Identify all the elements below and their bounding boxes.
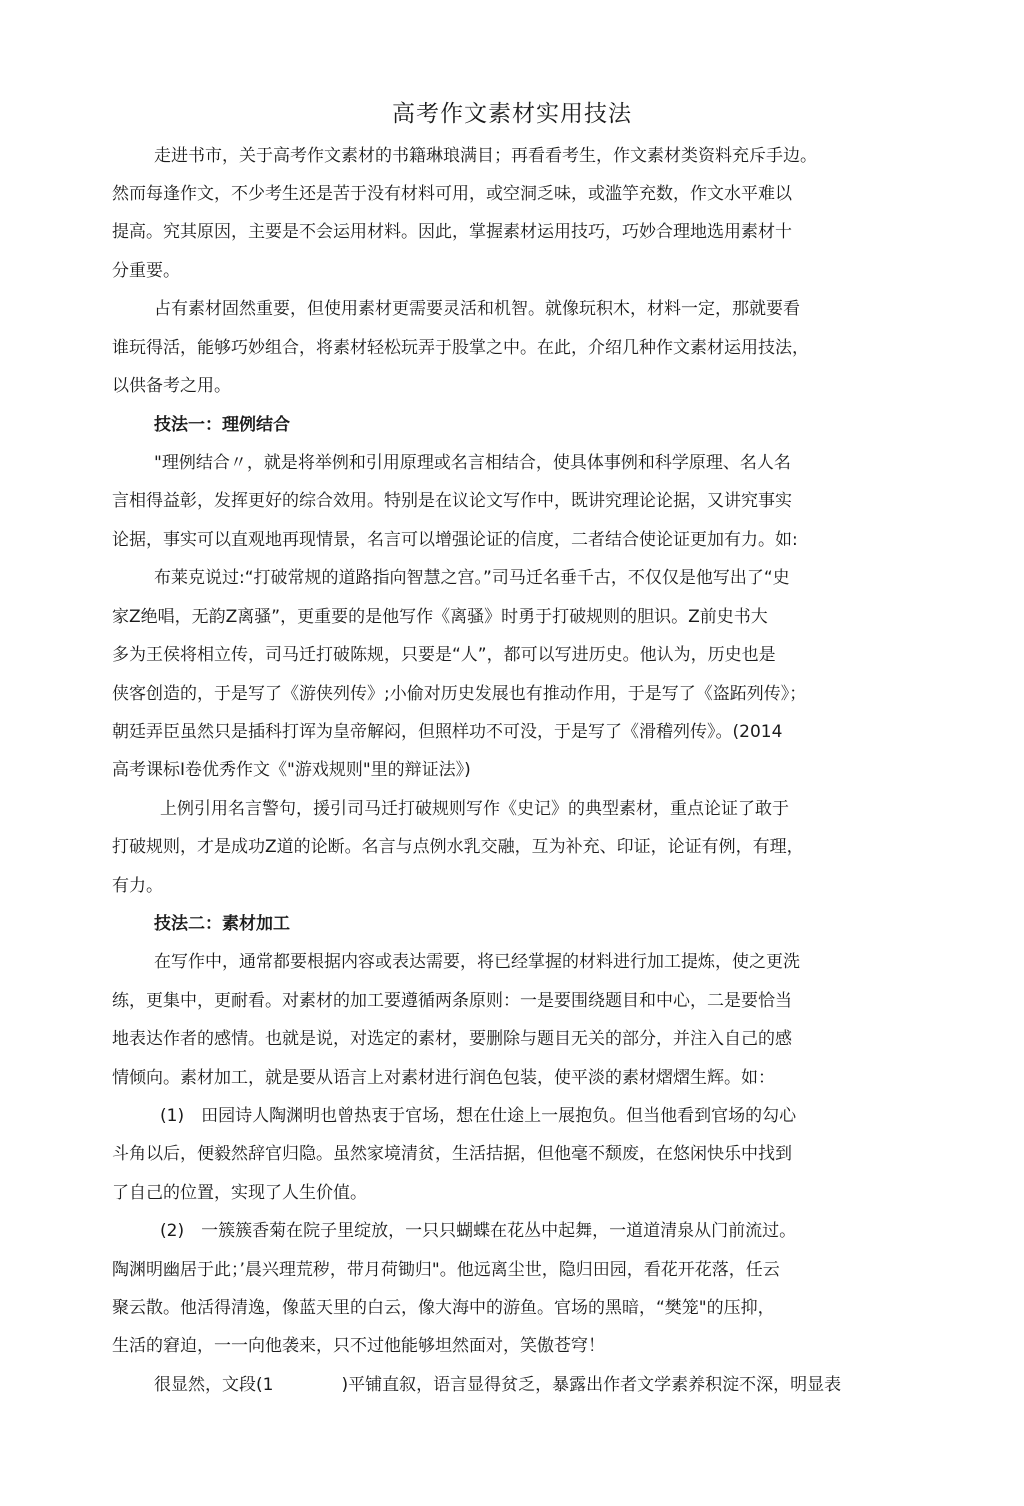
paragraph-line: 论据，事实可以直观地再现情景，名言可以增强论证的信度，二者结合使论证更加有力。如: xyxy=(112,530,798,550)
paragraph-line: 布莱克说过:“打破常规的道路指向智慧之宫。”司马迁名垂千古，不仅仅是他写出了“史 xyxy=(154,568,790,588)
paragraph-line: 高考课标I卷优秀作文《"游戏规则"里的辩证法》) xyxy=(112,760,471,780)
paragraph-line: 有力。 xyxy=(112,876,163,896)
paragraph-line: 言相得益彰，发挥更好的综合效用。特别是在议论文写作中，既讲究理论论据，又讲究事实 xyxy=(112,491,792,511)
paragraph-line: 谁玩得活，能够巧妙组合，将素材轻松玩弄于股掌之中。在此，介绍几种作文素材运用技法， xyxy=(112,338,809,358)
paragraph-line: 以供备考之用。 xyxy=(112,376,231,396)
paragraph-line: (1) 田园诗人陶渊明也曾热衷于官场，想在仕途上一展抱负。但当他看到官场的勾心 xyxy=(160,1106,797,1126)
section-heading: 技法二：素材加工 xyxy=(154,914,290,934)
paragraph-line: 地表达作者的感情。也就是说，对选定的素材，要删除与题目无关的部分，并注入自己的感 xyxy=(112,1029,792,1049)
section-heading: 技法一：理例结合 xyxy=(154,415,290,435)
paragraph-line: 家Z绝唱，无韵Z离骚”，更重要的是他写作《离骚》时勇于打破规则的胆识。Z前史书大 xyxy=(112,607,768,627)
paragraph-line: 分重要。 xyxy=(112,261,180,281)
document-title: 高考作文素材实用技法 xyxy=(392,101,632,127)
paragraph-line: 在写作中，通常都要根据内容或表达需要，将已经掌握的材料进行加工提炼，使之更洗 xyxy=(154,952,800,972)
paragraph-line: 了自己的位置，实现了人生价值。 xyxy=(112,1183,367,1203)
paragraph-line: 占有素材固然重要，但使用素材更需要灵活和机智。就像玩积木，材料一定，那就要看 xyxy=(154,299,800,319)
paragraph-line: 陶渊明幽居于此；’晨兴理荒秽，带月荷锄归"。他远离尘世，隐归田园，看花开花落，任云 xyxy=(112,1260,780,1280)
paragraph-line: 多为王侯将相立传，司马迁打破陈规，只要是“人”，都可以写进历史。他认为，历史也是 xyxy=(112,645,776,665)
paragraph-line: 侠客创造的，于是写了《游侠列传》;小偷对历史发展也有推动作用，于是写了《盗跖列传》； xyxy=(112,684,807,704)
paragraph-line: 打破规则，才是成功Z道的论断。名言与点例水乳交融，互为补充、印证，论证有例，有理， xyxy=(112,837,804,857)
paragraph-line: 生活的窘迫，一一向他袭来，只不过他能够坦然面对，笑傲苍穹！ xyxy=(112,1336,605,1356)
paragraph-line: 聚云散。他活得清逸，像蓝天里的白云，像大海中的游鱼。官场的黑暗，“樊笼"的压抑， xyxy=(112,1298,775,1318)
paragraph-line: 情倾向。素材加工，就是要从语言上对素材进行润色包装，使平淡的素材熠熠生辉。如： xyxy=(112,1068,775,1088)
paragraph-line: (2) 一簇簇香菊在院子里绽放，一只只蝴蝶在花丛中起舞，一道道清泉从门前流过。 xyxy=(160,1221,797,1241)
paragraph-line: 然而每逢作文，不少考生还是苦于没有材料可用，或空洞乏味，或滥竽充数，作文水平难以 xyxy=(112,184,792,204)
paragraph-line: 朝廷弄臣虽然只是插科打诨为皇帝解闷，但照样功不可没，于是写了《滑稽列传》。(2014 xyxy=(112,722,783,742)
paragraph-line: "理例结合〃，就是将举例和引用原理或名言相结合，使具体事例和科学原理、名人名 xyxy=(154,453,791,473)
paragraph-line: 提高。究其原因，主要是不会运用材料。因此，掌握素材运用技巧，巧妙合理地选用素材十 xyxy=(112,222,792,242)
paragraph-line: 练，更集中，更耐看。对素材的加工要遵循两条原则：一是要围绕题目和中心，二是要恰当 xyxy=(112,991,792,1011)
paragraph-line: 斗角以后，便毅然辞官归隐。虽然家境清贫，生活拮据，但他毫不颓废，在悠闲快乐中找到 xyxy=(112,1144,792,1164)
paragraph-line: 走进书市，关于高考作文素材的书籍琳琅满目；再看看考生，作文素材类资料充斥手边。 xyxy=(154,146,817,166)
paragraph-line: 很显然，文段(1 )平铺直叙，语言显得贫乏，暴露出作者文学素养积淀不深，明显表 xyxy=(154,1375,842,1395)
paragraph-line: 上例引用名言警句，援引司马迁打破规则写作《史记》的典型素材，重点论证了敢于 xyxy=(160,799,789,819)
